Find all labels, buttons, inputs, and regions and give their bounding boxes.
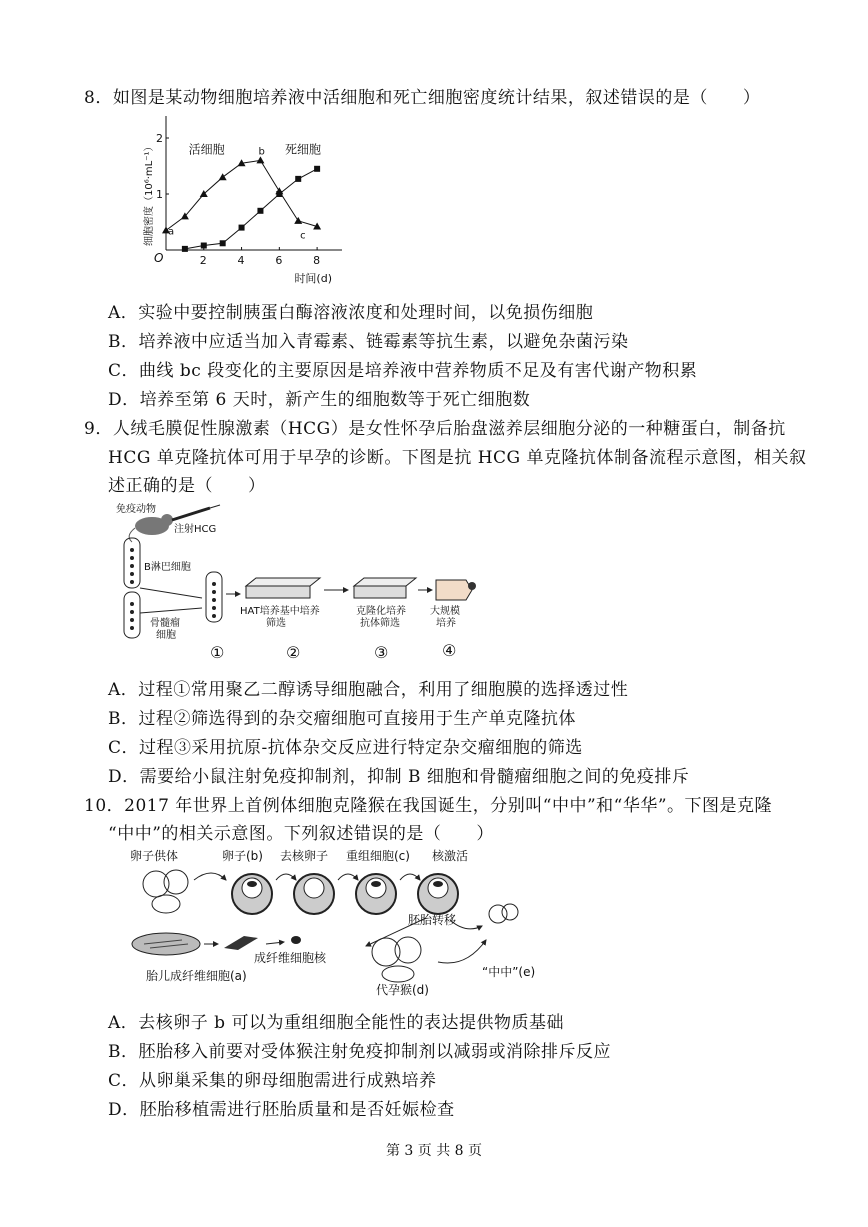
dead-cell-point bbox=[314, 166, 320, 172]
hat-plate-icon bbox=[246, 578, 320, 598]
recombined-label: 重组细胞(c) bbox=[346, 849, 410, 863]
q8-stem: 8．如图是某动物细胞培养液中活细胞和死亡细胞密度统计结果，叙述错误的是（ ） bbox=[84, 88, 761, 108]
live-cell-point bbox=[219, 173, 227, 180]
syringe-icon bbox=[172, 505, 220, 520]
inject-hcg-label: 注射HCG bbox=[174, 524, 217, 535]
page-footer: 第 3 页 共 8 页 bbox=[385, 1143, 483, 1159]
point-label-c: c bbox=[300, 230, 306, 242]
q8-option-c: C．曲线 bc 段变化的主要原因是培养液中营养物质不足及有害代谢产物积累 bbox=[108, 361, 698, 381]
fibroblast-icon bbox=[224, 936, 258, 950]
fusion-tube-icon bbox=[140, 572, 222, 622]
q8-option-a: A．实验中要控制胰蛋白酶溶液浓度和处理时间，以免损伤细胞 bbox=[108, 303, 594, 323]
enucleated-label: 去核卵子 bbox=[280, 849, 329, 863]
step-3: ③ bbox=[374, 643, 389, 662]
dead-cell-point bbox=[201, 243, 207, 249]
q9-stem-line-1: 9．人绒毛膜促性腺激素（HCG）是女性怀孕后胎盘滋养层细胞分泌的一种糖蛋白，制备抗 bbox=[84, 419, 786, 439]
surrogate-monkey-icon bbox=[372, 937, 421, 982]
activated-cell-icon bbox=[418, 874, 458, 914]
egg-b-icon bbox=[232, 874, 272, 914]
recombined-cell-icon bbox=[356, 874, 396, 914]
q10-clone-diagram bbox=[126, 844, 566, 1002]
q9-option-c: C．过程③采用抗原-抗体杂交反应进行特定杂交瘤细胞的筛选 bbox=[108, 738, 583, 758]
fibro-nucleus-label: 成纤维细胞核 bbox=[254, 951, 327, 965]
q9-option-d: D．需要给小鼠注射免疫抑制剂，抑制 B 细胞和骨髓瘤细胞之间的免疫排斥 bbox=[108, 767, 690, 787]
x-tick-label: 6 bbox=[275, 254, 283, 267]
q10-option-b: B．胚胎移入前要对受体猴注射免疫抑制剂以减弱或消除排斥反应 bbox=[108, 1042, 611, 1062]
zhongzhong-label: “中中”(e) bbox=[482, 965, 536, 979]
q9-option-b: B．过程②筛选得到的杂交瘤细胞可直接用于生产单克隆抗体 bbox=[108, 709, 576, 729]
surrogate-label: 代孕猴(d) bbox=[376, 983, 429, 997]
hat-label-1: HAT培养基中培养 bbox=[240, 606, 320, 617]
dead-cell-point bbox=[220, 240, 226, 246]
immune-animal-label: 免疫动物 bbox=[116, 504, 156, 515]
clone-label-1: 克隆化培养 bbox=[356, 606, 406, 617]
culture-flask-icon bbox=[436, 580, 476, 600]
b-cell-label: B淋巴细胞 bbox=[144, 562, 191, 573]
egg-label: 卵子(b) bbox=[222, 849, 263, 863]
clone-label-2: 抗体筛选 bbox=[360, 618, 400, 629]
dead-cell-point bbox=[182, 246, 188, 252]
large-label-1: 大规模 bbox=[430, 606, 460, 617]
origin-label: O bbox=[154, 251, 164, 265]
y-tick-label: 2 bbox=[156, 132, 163, 145]
q10-stem-line-1: 10．2017 年世界上首例体细胞克隆猴在我国诞生，分别叫“中中”和“华华”。下图是克隆 bbox=[84, 796, 773, 816]
baby-monkey-icon bbox=[489, 904, 518, 923]
y-axis-label: 细胞密度（10⁶·mL⁻¹） bbox=[144, 141, 155, 246]
point-label-b: b bbox=[258, 146, 265, 158]
x-tick-label: 8 bbox=[313, 254, 321, 267]
myeloma-label-2: 细胞 bbox=[156, 630, 176, 641]
large-label-2: 培养 bbox=[436, 618, 456, 629]
q10-option-a: A．去核卵子 b 可以为重组细胞全能性的表达提供物质基础 bbox=[108, 1013, 564, 1033]
dead-cell-point bbox=[295, 176, 301, 182]
step-2: ② bbox=[286, 643, 301, 662]
q8-option-d: D．培养至第 6 天时，新产生的细胞数等于死亡细胞数 bbox=[108, 390, 531, 410]
q10-stem-line-2: “中中”的相关示意图。下列叙述错误的是（ ） bbox=[108, 824, 494, 844]
point-label-a: a bbox=[168, 226, 175, 238]
q9-flow-diagram bbox=[110, 498, 490, 666]
enucleated-egg-icon bbox=[294, 874, 334, 914]
q10-option-d: D．胚胎移植需进行胚胎质量和是否妊娠检查 bbox=[108, 1100, 455, 1120]
x-tick-label: 4 bbox=[237, 254, 245, 267]
x-axis-label: 时间(d) bbox=[294, 272, 333, 285]
q9-stem-line-2: HCG 单克隆抗体可用于早孕的诊断。下图是抗 HCG 单克隆抗体制备流程示意图，相关叙 bbox=[108, 448, 807, 468]
q9-option-a: A．过程①常用聚乙二醇诱导细胞融合，利用了细胞膜的选择透过性 bbox=[108, 680, 629, 700]
monkey-donor-icon bbox=[143, 870, 188, 913]
q9-stem-line-3: 述正确的是（ ） bbox=[108, 476, 266, 496]
y-tick-label: 1 bbox=[156, 188, 163, 201]
q10-option-c: C．从卵巢采集的卵母细胞需进行成熟培养 bbox=[108, 1071, 437, 1091]
legend-dead: 死细胞 bbox=[285, 142, 322, 157]
live-cell-point bbox=[294, 217, 302, 224]
q8-chart bbox=[130, 110, 360, 292]
x-tick-label: 2 bbox=[199, 254, 207, 267]
dead-cell-point bbox=[276, 191, 282, 197]
myeloma-label-1: 骨髓瘤 bbox=[150, 618, 180, 629]
b-cell-tube-icon bbox=[124, 538, 140, 588]
clone-plate-icon bbox=[354, 578, 416, 598]
dead-cell-point bbox=[239, 225, 245, 231]
fibro-nucleus-icon bbox=[291, 936, 301, 944]
series-line-0 bbox=[166, 160, 317, 230]
embryo-transfer-label: 胚胎转移 bbox=[408, 913, 457, 927]
myeloma-tube-icon bbox=[124, 592, 140, 638]
step-4: ④ bbox=[442, 641, 457, 660]
legend-live: 活细胞 bbox=[188, 142, 225, 157]
q8-option-b: B．培养液中应适当加入青霉素、链霉素等抗生素，以避免杂菌污染 bbox=[108, 332, 629, 352]
petri-dish-icon bbox=[132, 933, 200, 955]
donor-label: 卵子供体 bbox=[130, 849, 179, 863]
dead-cell-point bbox=[257, 208, 263, 214]
mouse-icon bbox=[129, 514, 173, 542]
activate-label: 核激活 bbox=[432, 849, 469, 863]
hat-label-2: 筛选 bbox=[266, 618, 286, 629]
fibroblast-label: 胎儿成纤维细胞(a) bbox=[146, 969, 247, 983]
live-cell-point bbox=[256, 156, 264, 163]
step-1: ① bbox=[210, 643, 225, 662]
